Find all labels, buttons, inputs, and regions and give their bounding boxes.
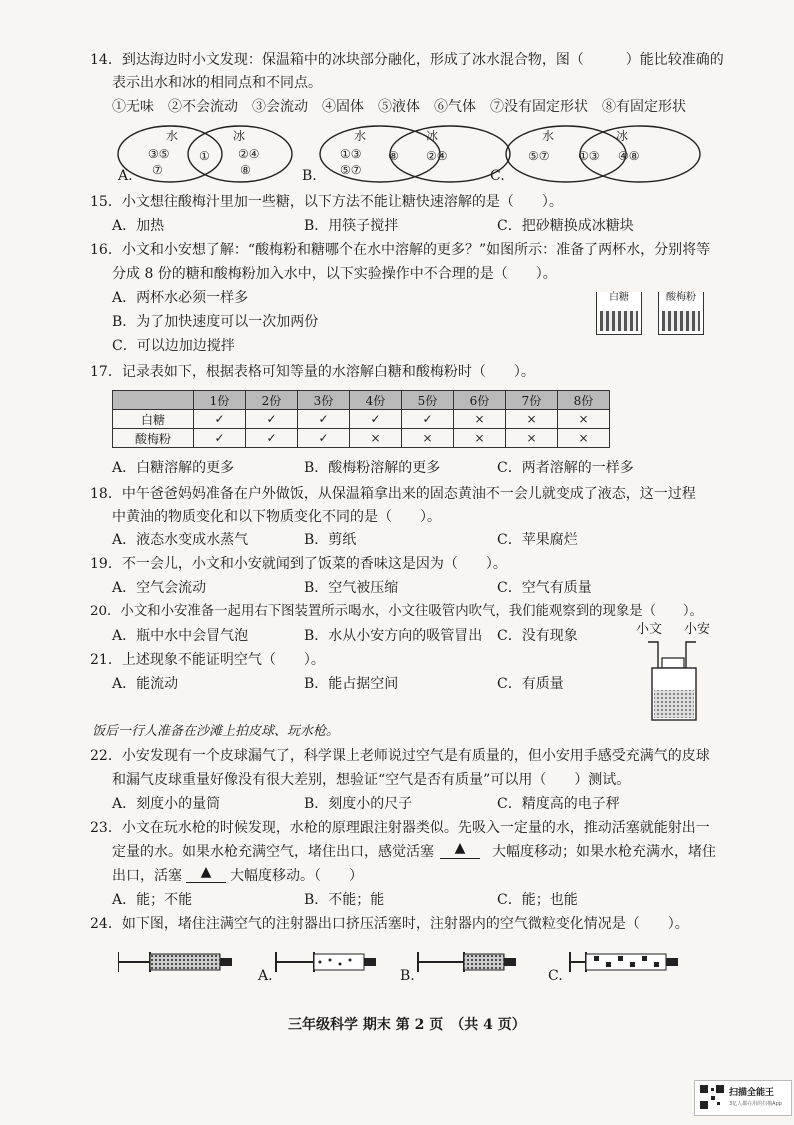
table-cell: × (402, 429, 454, 448)
q16-stem-line1: 16．小文和小安想了解：“酸梅粉和糖哪个在水中溶解的更多？”如图所示：准备了两杯水，分别将等 (90, 242, 711, 258)
table-cell: 酸梅粉 (113, 429, 194, 448)
q18-option-c: C．苹果腐烂 (497, 532, 578, 548)
header-cell: 2份 (246, 391, 298, 410)
table-cell: ✓ (298, 410, 350, 429)
q22-option-a: A．刻度小的量筒 (112, 796, 221, 812)
venn-b-left2: ⑤⑦ (340, 163, 362, 177)
sugar-beaker (596, 292, 642, 335)
q18-stem-line2: 中黄油的物质变化和以下物质变化不同的是（ ）。 (112, 509, 441, 525)
q20-option-b: B．水从小安方向的吸管冒出 (304, 628, 483, 644)
q15-stem: 15．小文想往酸梅汁里加一些糖，以下方法不能让糖快速溶解的是（ ）。 (90, 194, 563, 210)
venn-c-left: ⑤⑦ (528, 149, 550, 163)
triangle-icon: ▲ (200, 864, 212, 880)
blank-2 (186, 862, 226, 883)
venn-c-right: ④⑧ (618, 149, 640, 163)
q23-stem-line2b: 大幅度移动；如果水枪充满水，堵住 (492, 844, 716, 860)
venn-a-label: A. (118, 168, 133, 184)
label-xiaowen: 小文 (636, 622, 663, 637)
q14-properties: ①无味 ②不会流动 ③会流动 ④固体 ⑤液体 ⑥气体 ⑦没有固定形状 ⑧有固定形状 (112, 99, 686, 115)
q22-option-b: B．刻度小的尺子 (304, 796, 413, 812)
q21-option-a: A．能流动 (112, 676, 179, 692)
q23-stem-line3a: 出口，活塞 (112, 868, 182, 884)
venn-c-label: C. (490, 168, 505, 184)
page-footer: 三年级科学 期末 第 2 页 （共 4 页） (288, 1017, 526, 1033)
q22-option-c: C．精度高的电子秤 (497, 796, 620, 812)
table-cell: ✓ (402, 410, 454, 429)
q20-stem: 20．小文和小安准备一起用右下图装置所示喝水，小文往吸管内吹气，我们能观察到的现象是（ ）。 (90, 604, 703, 619)
table-cell: × (558, 429, 610, 448)
venn-a-mid: ① (199, 149, 210, 163)
table-cell: 白糖 (113, 410, 194, 429)
q23-stem-line1: 23．小文在玩水枪的时候发现，水枪的原理跟注射器类似。先吸入一定量的水，推动活塞就能射出一 (90, 820, 710, 836)
qr-code-icon (699, 1084, 725, 1110)
q24-option-c: C. (548, 968, 563, 984)
venn-b (320, 126, 510, 182)
q24-option-b: B. (400, 968, 415, 984)
table-row (113, 429, 610, 448)
q21-option-c: C．有质量 (497, 676, 564, 692)
q19-stem: 19．不一会儿，小文和小安就闻到了饭菜的香味这是因为（ ）。 (90, 556, 507, 572)
table-row (113, 410, 610, 429)
q22-stem-line1: 22．小安发现有一个皮球漏气了，科学课上老师说过空气是有质量的，但小安用手感受充满气的皮球 (90, 748, 710, 764)
q19-option-b: B．空气被压缩 (304, 580, 399, 596)
table-cell: ✓ (194, 429, 246, 448)
q19-option-a: A．空气会流动 (112, 580, 207, 596)
venn-c-mid: ①③ (578, 149, 600, 163)
q17-option-a: A．白糖溶解的更多 (112, 460, 235, 476)
q16-option-c: C．可以边加边搅拌 (112, 338, 235, 354)
table-cell: × (350, 429, 402, 448)
q18-option-b: B．剪纸 (304, 532, 357, 548)
venn-a-right2: ⑧ (240, 163, 251, 177)
header-cell: 6份 (454, 391, 506, 410)
q17-stem: 17．记录表如下，根据表格可知等量的水溶解白糖和酸梅粉时（ ）。 (90, 364, 535, 380)
q17-option-b: B．酸梅粉溶解的更多 (304, 460, 441, 476)
q17-record-table (112, 390, 610, 448)
q24-stem: 24．如下图，堵住注满空气的注射器出口挤压活塞时，注射器内的空气微粒变化情况是（ ）。 (90, 916, 689, 932)
venn-a-left-title: 水 (166, 129, 179, 143)
venn-c (506, 126, 700, 182)
table-cell: × (506, 410, 558, 429)
plum-powder-beaker (658, 292, 704, 335)
label-xiaoan: 小安 (684, 622, 711, 637)
syringe-original-icon (118, 952, 232, 972)
sugar-beaker-label: 白糖 (609, 292, 629, 303)
q22-stem-line2: 和漏气皮球重量好像没有很大差别，想验证“空气是否有质量”可以用（ ）测试。 (112, 772, 631, 788)
triangle-icon: ▲ (454, 840, 466, 856)
q16-option-b: B．为了加快速度可以一次加两份 (112, 314, 319, 330)
q23-stem-line2a: 定量的水。如果水枪充满空气，堵住出口，感觉活塞 (112, 844, 434, 860)
venn-b-label: B. (302, 168, 317, 184)
scanner-sub: 3亿人都在用的扫描App (729, 1101, 782, 1107)
table-cell: ✓ (350, 410, 402, 429)
handwritten-note: 饭后一行人准备在沙滩上拍皮球、玩水枪。 (92, 724, 340, 739)
table-cell: ✓ (246, 410, 298, 429)
header-cell: 1份 (194, 391, 246, 410)
header-cell: 8份 (558, 391, 610, 410)
venn-a-left2: ⑦ (152, 163, 163, 177)
q18-stem-line1: 18．中午爸爸妈妈准备在户外做饭，从保温箱拿出来的固态黄油不一会儿就变成了液态，这一过程 (90, 486, 696, 502)
header-cell: 7份 (506, 391, 558, 410)
q15-option-c: C．把砂糖换成冰糖块 (497, 218, 634, 234)
q21-option-b: B．能占据空间 (304, 676, 399, 692)
table-cell: × (558, 410, 610, 429)
venn-c-left-title: 水 (542, 129, 555, 143)
venn-a (118, 126, 292, 182)
scanner-brand: 扫描全能王 (729, 1088, 775, 1098)
q14-stem-line2: 表示出水和冰的相同点和不同点。 (112, 75, 322, 91)
q15-option-b: B．用筷子搅拌 (304, 218, 399, 234)
venn-b-mid: ⑧ (388, 149, 399, 163)
table-cell: × (506, 429, 558, 448)
table-header-row (113, 391, 610, 410)
table-cell: × (454, 429, 506, 448)
table-cell: ✓ (194, 410, 246, 429)
q18-option-a: A．液态水变成水蒸气 (112, 532, 249, 548)
q20-option-a: A．瓶中水中会冒气泡 (112, 628, 249, 644)
table-cell: × (454, 410, 506, 429)
syringe-c-icon (570, 952, 678, 972)
venn-b-left: ①③ (340, 147, 362, 161)
header-cell: 5份 (402, 391, 454, 410)
table-cell: ✓ (298, 429, 350, 448)
bottle-apparatus-icon (640, 640, 710, 722)
q19-option-c: C．空气有质量 (497, 580, 592, 596)
venn-b-right: ②④ (426, 149, 448, 163)
q23-option-c: C．能；也能 (497, 892, 578, 908)
table-cell: ✓ (246, 429, 298, 448)
header-cell: 4份 (350, 391, 402, 410)
q23-option-b: B．不能；能 (304, 892, 385, 908)
venn-a-right-title: 冰 (233, 129, 246, 143)
q17-option-c: C．两者溶解的一样多 (497, 460, 634, 476)
header-cell: 3份 (298, 391, 350, 410)
plum-powder-beaker-label: 酸梅粉 (666, 292, 696, 303)
q24-option-a: A. (258, 968, 273, 984)
q15-option-a: A．加热 (112, 218, 165, 234)
blank-1 (440, 838, 480, 859)
syringe-b-icon (418, 952, 516, 972)
q23-stem-line3b: 大幅度移动。（ ） (230, 868, 363, 884)
q20-option-c: C．没有现象 (497, 628, 578, 644)
venn-c-right-title: 冰 (616, 129, 629, 143)
q16-stem-line2: 分成 8 份的糖和酸梅粉加入水中，以下实验操作中不合理的是（ ）。 (112, 266, 557, 282)
venn-a-left: ③⑤ (148, 147, 170, 161)
q21-stem: 21．上述现象不能证明空气（ ）。 (90, 652, 325, 668)
venn-b-left-title: 水 (354, 129, 367, 143)
syringe-a-icon (276, 952, 376, 972)
venn-b-right-title: 冰 (426, 129, 439, 143)
q14-stem-line1: 14．到达海边时小文发现：保温箱中的冰块部分融化，形成了冰水混合物，图（ ）能比较准确的 (90, 52, 724, 68)
venn-a-right: ②④ (238, 147, 260, 161)
q23-option-a: A．能；不能 (112, 892, 193, 908)
header-cell (113, 391, 194, 410)
q14-venn-diagrams (108, 122, 758, 192)
q16-option-a: A．两杯水必须一样多 (112, 290, 249, 306)
scanner-watermark (694, 1080, 792, 1116)
